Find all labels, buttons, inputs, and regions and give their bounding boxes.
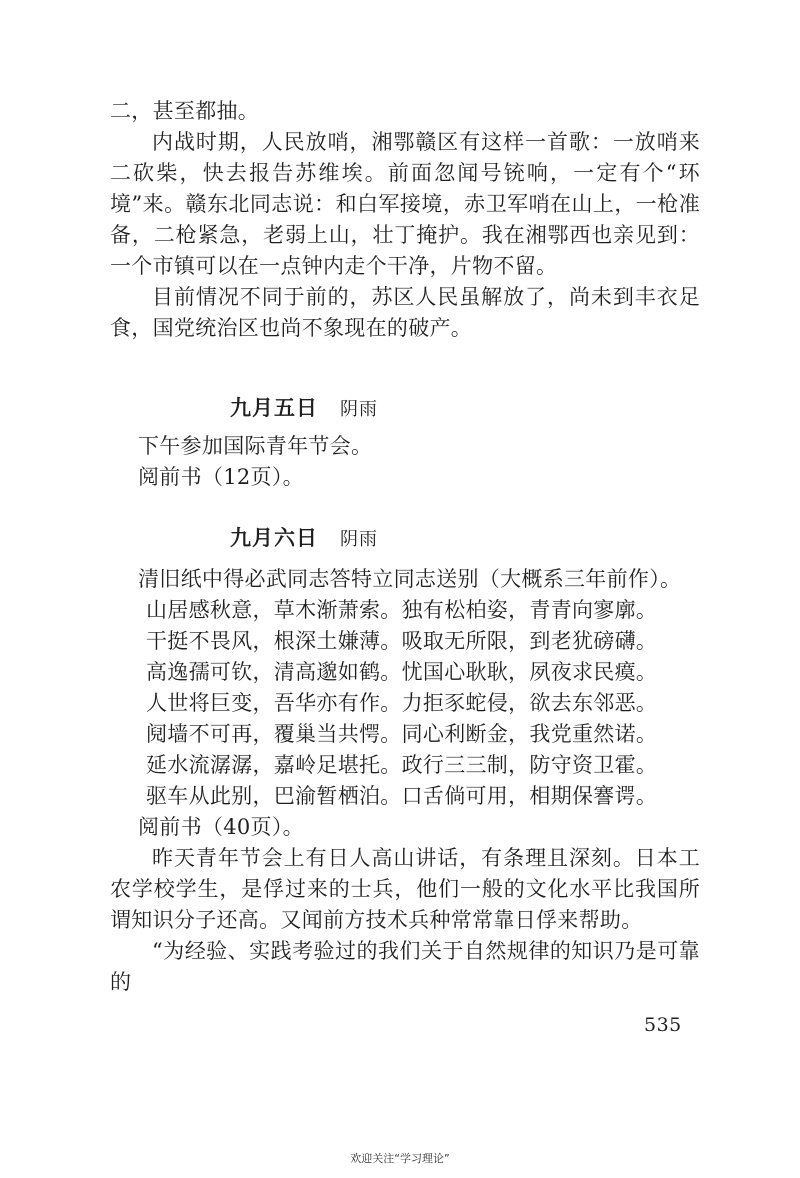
poem-line: 延水流潺潺，嘉岭足堪托。政行三三制，防守资卫霍。 [146, 753, 658, 777]
date-heading-sep6 [230, 522, 378, 552]
date-sep6: 九月六日 [230, 526, 318, 550]
poem-line: 阋墙不可再，覆巢当共愕。同心利断金，我党重然诺。 [146, 722, 658, 746]
entry-line-reading-40: 阅前书（40页）。 [138, 815, 304, 839]
text-section-sep5 [110, 431, 700, 493]
text-section-top [110, 96, 700, 344]
poem-line: 高逸孺可钦，清高邈如鹤。忧国心耿耿，夙夜求民瘼。 [146, 660, 658, 684]
paragraph-japanese-speaker: 昨天青年节会上有日人高山讲话，有条理且深刻。日本工农学校学生，是俘过来的士兵，他们一般的文化水平比我国所谓知识分子还高。又闻前方技术兵种常常靠日俘来帮助。 [110, 846, 700, 932]
date-heading-sep5 [230, 392, 378, 422]
date-sep5: 九月五日 [230, 396, 318, 420]
poem-line: 人世将巨变，吾华亦有作。力拒豕蛇侵，欲去东邻恶。 [146, 691, 658, 715]
weather-sep5: 阴雨 [340, 399, 378, 420]
entry-line-reading-12: 阅前书（12页）。 [138, 465, 304, 489]
paragraph-civil-war-sentries: 内战时期，人民放哨，湘鄂赣区有这样一首歌：一放哨来二砍柴，快去报告苏维埃。前面忽闻号铳响，一定有个“环境”来。赣东北同志说：和白军接境，赤卫军哨在山上，一枪准备，二枪紧急，老弱上山，壮丁掩护。我在湘鄂西也亲见到：一个市镇可以在一点钟内走个干净，片物不留。 [110, 130, 700, 278]
poem-line: 干挺不畏风，根深土嫌薄。吸取无所限，到老犹磅礴。 [146, 629, 658, 653]
entry-line-youth-festival: 下午参加国际青年节会。 [138, 434, 373, 458]
continuation-line: 二，甚至都抽。 [110, 99, 260, 123]
poem-intro: 清旧纸中得必武同志答特立同志送别（大概系三年前作）。 [138, 567, 682, 591]
footer-caption: 欢迎关注“学习理论” [350, 1152, 450, 1165]
weather-sep6: 阴雨 [340, 529, 378, 550]
paragraph-quote-start: “为经验、实践考验过的我们关于自然规律的知识乃是可靠的 [110, 939, 700, 994]
poem-line: 驱车从此别，巴渝暂栖泊。口舌倘可用，相期保謇谔。 [146, 784, 658, 808]
poem-line: 山居感秋意，草木渐萧索。独有松柏姿，青青向寥廓。 [146, 598, 658, 622]
text-section-sep6 [110, 564, 700, 998]
page-number: 535 [644, 1014, 682, 1036]
paragraph-current-situation: 目前情况不同于前的，苏区人民虽解放了，尚未到丰衣足食，国党统治区也尚不象现在的破产。 [110, 285, 700, 340]
